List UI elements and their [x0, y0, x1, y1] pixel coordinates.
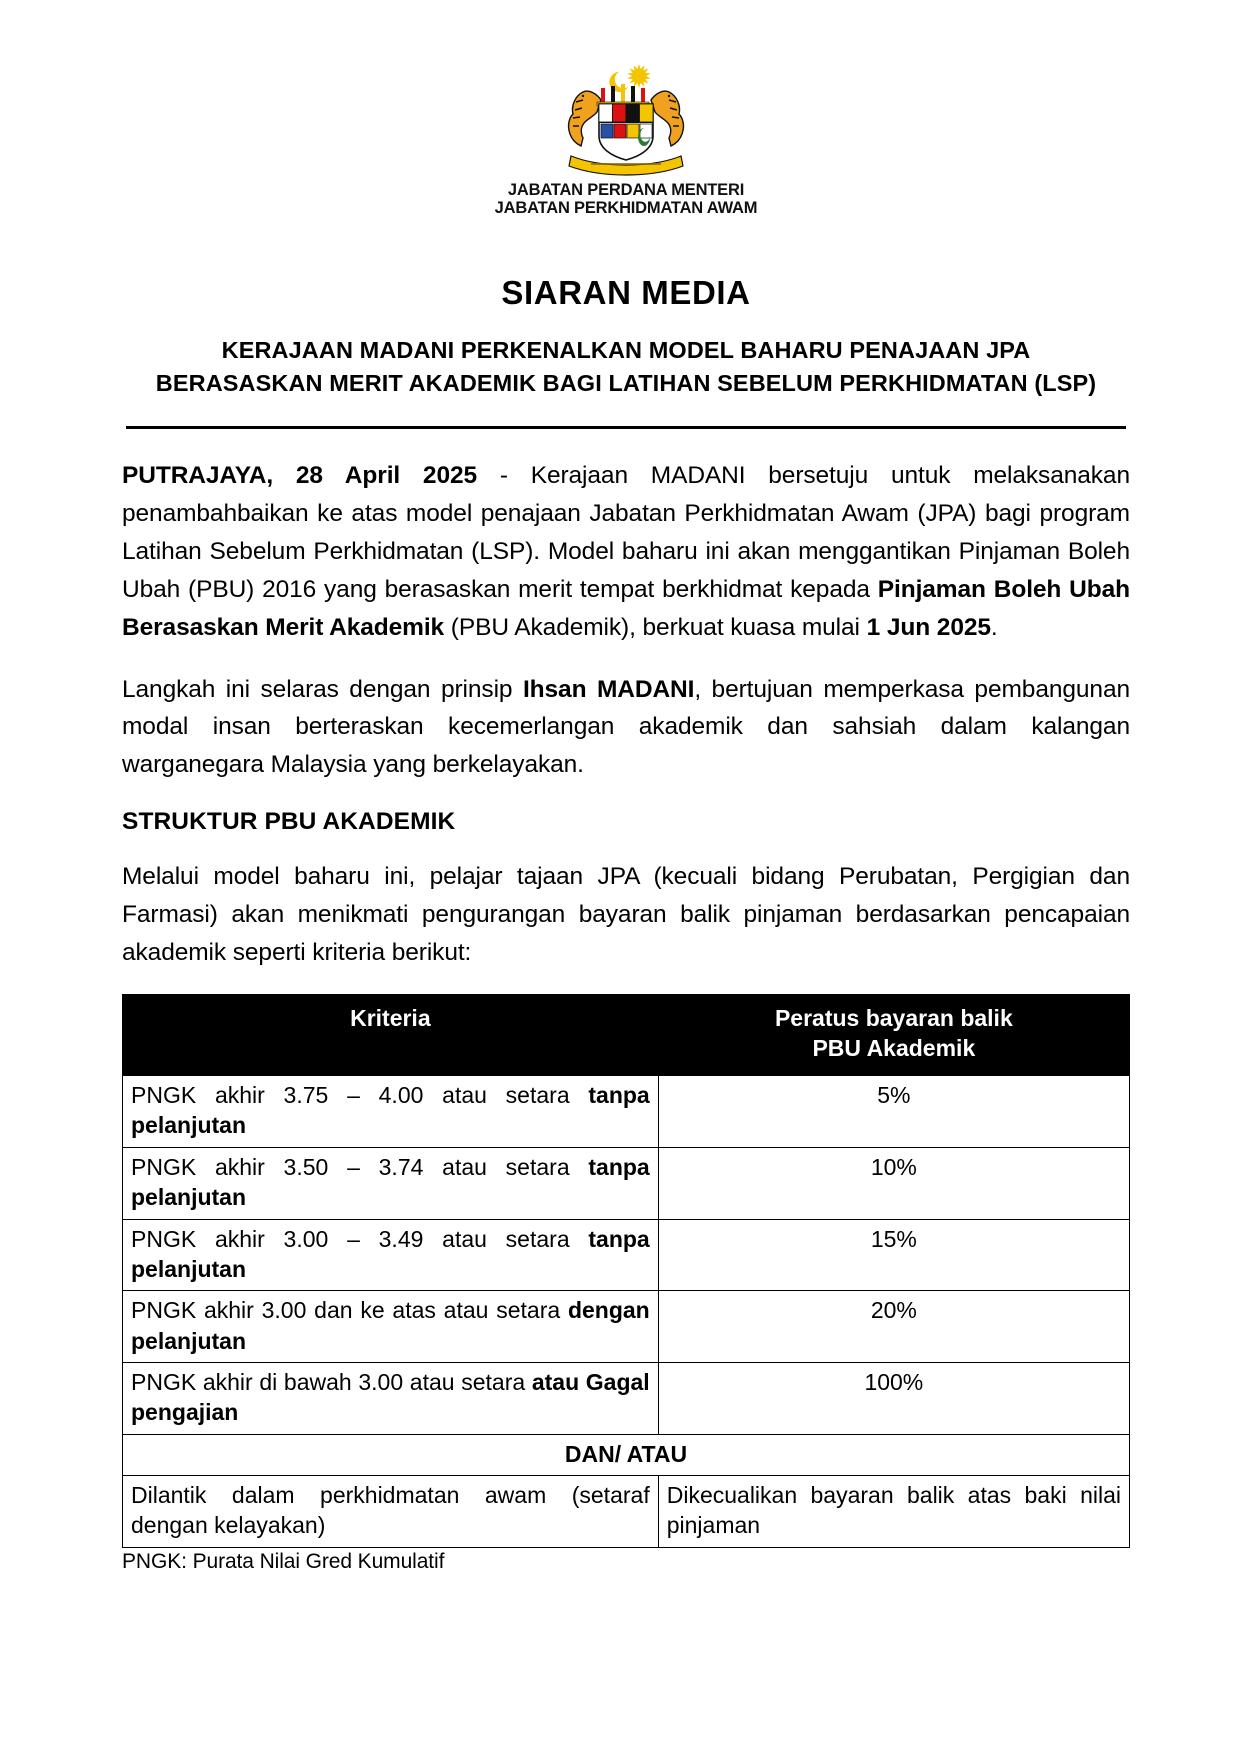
- criteria-table-body: [123, 1076, 1130, 1548]
- table-footnote: PNGK: Purata Nilai Gred Kumulatif: [122, 1549, 445, 1573]
- paragraph-intro-bold1: Pinjaman Boleh Ubah Berasaskan Merit Akademik: [122, 575, 1131, 641]
- paragraph-ihsan-madani: [122, 671, 1130, 785]
- table-separator-row: [123, 1434, 1130, 1475]
- paragraph-intro: [122, 457, 1130, 647]
- criteria-table: [122, 994, 1130, 1547]
- table-row: [123, 1219, 1130, 1291]
- document-kicker: SIARAN MEDIA: [501, 273, 751, 311]
- cell-peratus: 10%: [658, 1147, 1129, 1219]
- cell-kriteria: [123, 1219, 659, 1291]
- cell-peratus: 20%: [658, 1291, 1129, 1363]
- department-line-2: JABATAN PERKHIDMATAN AWAM: [494, 199, 758, 218]
- keris-row: [597, 84, 649, 106]
- title-divider: [126, 426, 1126, 429]
- table-header-peratus-line1: Peratus bayaran balik: [774, 1005, 1013, 1032]
- paragraph-ihsan-part2: , bertujuan memperkasa pembangunan modal insan berteraskan kecemerlangan akademik dan sahsiah dalam kalangan warganegara Malaysia yang berkelayakan.: [122, 675, 1130, 779]
- cell-kriteria: [123, 1147, 659, 1219]
- cell-kriteria: [123, 1076, 659, 1148]
- paragraph-struktur: Melalui model baharu ini, pelajar tajaan JPA (kecuali bidang Perubatan, Pergigian dan Farmasi) akan menikmati pengurangan bayaran balik pinjaman berdasarkan pencapaian akademik seperti kriteria berikut:: [122, 863, 1130, 967]
- cell-kriteria-bold: dengan pelanjutan: [131, 1297, 650, 1354]
- cell-kriteria: [123, 1362, 659, 1434]
- cell-kriteria-plain: PNGK akhir di bawah 3.00 atau setara: [131, 1368, 532, 1395]
- malaysia-coat-of-arms-icon: [531, 56, 721, 178]
- cell-kriteria-plain: PNGK akhir 3.00 dan ke atas atau setara: [131, 1297, 568, 1324]
- cell-peratus: 15%: [658, 1219, 1129, 1291]
- paragraph-intro-part1: - Kerajaan MADANI bersetuju untuk melaksanakan penambahbaikan ke atas model penajaan Jabatan Perkhidmatan Awam (JPA) bagi program Latihan Sebelum Perkhidmatan (LSP). Model baharu ini akan menggantikan Pinjaman Boleh Ubah (PBU) 2016 yang berasaskan merit tempat berkhidmat kepada: [122, 461, 1130, 603]
- cell-kriteria-plain: PNGK akhir 3.00 – 3.49 atau setara: [131, 1225, 589, 1252]
- dateline: PUTRAJAYA, 28 April 2025: [122, 461, 478, 489]
- cell-peratus-dikecualikan: Dikecualikan bayaran balik atas baki nilai pinjaman: [658, 1476, 1129, 1548]
- page-title: KERAJAAN MADANI PERKENALKAN MODEL BAHARU PENAJAAN JPA BERASASKAN MERIT AKADEMIK BAGI LATIHAN SEBELUM PERKHIDMATAN (LSP): [155, 336, 1097, 397]
- table-row: [123, 1076, 1130, 1148]
- cell-peratus: 100%: [658, 1362, 1129, 1434]
- tiger-supporter-right: [651, 91, 683, 146]
- cell-kriteria-plain: PNGK akhir 3.75 – 4.00 atau setara: [131, 1082, 589, 1109]
- paragraph-ihsan-bold1: Ihsan MADANI: [522, 675, 695, 703]
- cell-kriteria: [123, 1291, 659, 1363]
- cell-kriteria-bold: tanpa pelanjutan: [131, 1225, 650, 1282]
- table-header-peratus: [658, 995, 1129, 1076]
- paragraph-intro-part2: (PBU Akademik), berkuat kuasa mulai: [444, 613, 867, 641]
- department-names: [122, 181, 1130, 218]
- cell-kriteria-bold: tanpa pelanjutan: [131, 1153, 650, 1211]
- table-row: [123, 1476, 1130, 1548]
- paragraph-ihsan-part1: Langkah ini selaras dengan prinsip: [122, 675, 523, 703]
- table-header-kriteria: Kriteria: [123, 995, 659, 1076]
- paragraph-intro-part3: .: [990, 613, 998, 641]
- table-row: [123, 1362, 1130, 1434]
- shield: [599, 104, 653, 160]
- paragraph-intro-bold2: 1 Jun 2025: [866, 613, 991, 641]
- cell-kriteria-plain: PNGK akhir 3.50 – 3.74 atau setara: [131, 1153, 589, 1180]
- cell-dan-atau: DAN/ ATAU: [123, 1434, 1130, 1475]
- cell-kriteria-bold: atau Gagal pengajian: [131, 1368, 650, 1426]
- cell-peratus: 5%: [658, 1076, 1129, 1148]
- letterhead: [122, 56, 1130, 218]
- table-row: [123, 1291, 1130, 1363]
- table-header-peratus-line2: PBU Akademik: [812, 1035, 976, 1062]
- tiger-supporter-left: [569, 91, 601, 146]
- table-row: [123, 1147, 1130, 1219]
- cell-kriteria-dilantik: Dilantik dalam perkhidmatan awam (setaraf dengan kelayakan): [123, 1476, 659, 1548]
- table-header-row: [123, 995, 1130, 1076]
- cell-kriteria-bold: tanpa pelanjutan: [131, 1082, 650, 1139]
- section-heading-struktur: STRUKTUR PBU AKADEMIK: [122, 808, 456, 836]
- department-line-1: JABATAN PERDANA MENTERI: [507, 181, 745, 199]
